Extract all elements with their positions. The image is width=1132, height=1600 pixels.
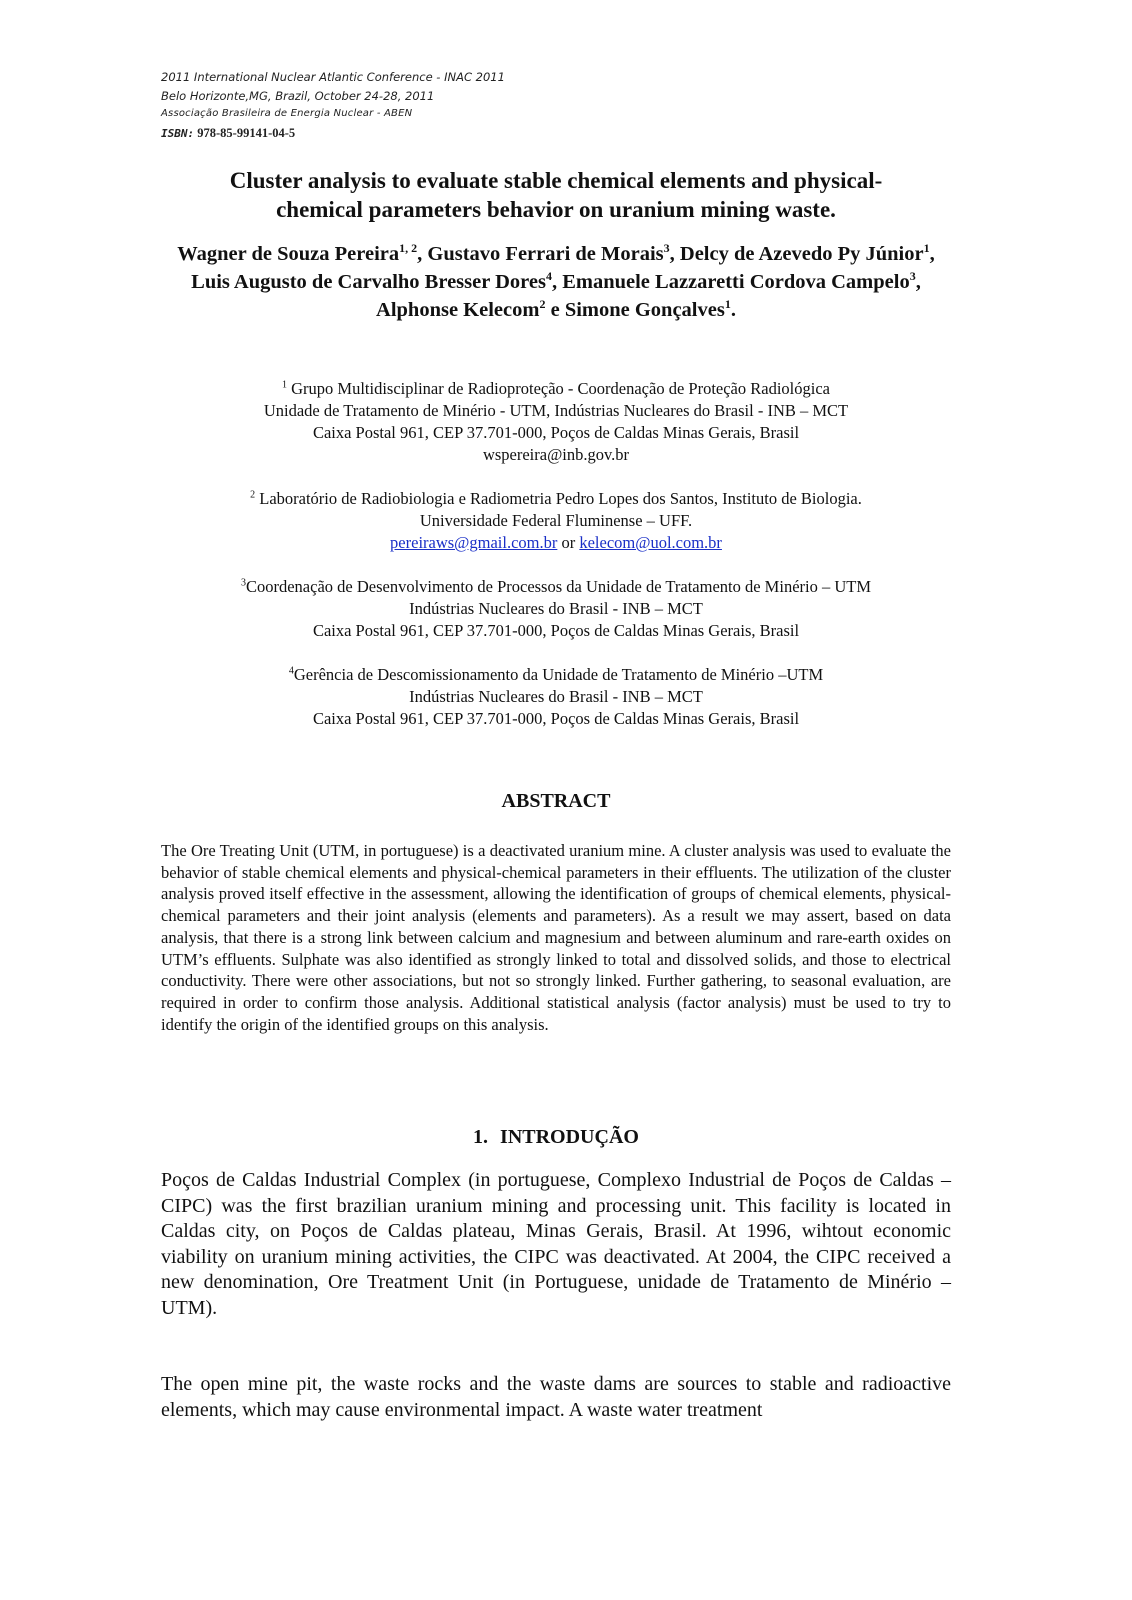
affiliation-line: Indústrias Nucleares do Brasil - INB – MCT xyxy=(409,687,703,706)
author-affiliation-mark: 3 xyxy=(663,241,670,256)
email-link[interactable]: kelecom@uol.com.br xyxy=(579,533,722,552)
intro-paragraph-2: The open mine pit, the waste rocks and the waste dams are sources to stable and radioactive elements, which may cause environmental impact. A waste water treatment xyxy=(161,1373,951,1421)
section-title: INTRODUÇÃO xyxy=(500,1126,639,1148)
conference-organizer: Associação Brasileira de Energia Nuclear - ABEN xyxy=(161,108,413,119)
conference-name: 2011 International Nuclear Atlantic Conference - INAC 2011 xyxy=(161,70,505,84)
isbn-value: 978-85-99141-04-5 xyxy=(197,125,296,140)
author-separator: , xyxy=(551,271,563,293)
affiliation-line: Caixa Postal 961, CEP 37.701-000, Poços de Caldas Minas Gerais, Brasil xyxy=(312,621,800,640)
affiliation-1 xyxy=(161,378,951,466)
author-separator: . xyxy=(730,299,736,321)
affiliation-line: Gerência de Descomissionamento da Unidade de Tratamento de Minério –UTM xyxy=(293,665,824,684)
or-text: or xyxy=(557,533,580,552)
affiliation-email: wspereira@inb.gov.br xyxy=(482,445,630,464)
author-affiliation-mark: 2 xyxy=(539,297,546,312)
author-name: Gustavo Ferrari de Morais xyxy=(427,243,664,265)
affiliation-number: 1 xyxy=(282,379,288,391)
author-separator: , xyxy=(669,243,680,265)
affiliation-line: Caixa Postal 961, CEP 37.701-000, Poços de Caldas Minas Gerais, Brasil xyxy=(312,423,800,442)
conference-location: Belo Horizonte,MG, Brazil, October 24-28, 2011 xyxy=(161,88,435,103)
author-separator: , xyxy=(417,243,428,265)
author-affiliation-mark: 3 xyxy=(909,269,916,284)
affiliation-2 xyxy=(161,488,951,554)
affiliation-number: 3 xyxy=(240,577,246,589)
section-heading xyxy=(161,1124,951,1150)
affiliation-line: Unidade de Tratamento de Minério - UTM, Indústrias Nucleares do Brasil - INB – MCT xyxy=(263,401,849,420)
affiliation-line: Caixa Postal 961, CEP 37.701-000, Poços de Caldas Minas Gerais, Brasil xyxy=(312,709,800,728)
affiliation-number: 4 xyxy=(288,665,294,677)
author-separator: , xyxy=(929,243,935,265)
author-name: Alphonse Kelecom xyxy=(376,299,540,321)
section-number: 1. xyxy=(473,1126,489,1148)
conference-header xyxy=(161,68,505,143)
author-affiliation-mark: 1 xyxy=(923,241,930,256)
author-separator: , xyxy=(915,271,921,293)
affiliation-line: Laboratório de Radiobiologia e Radiometria Pedro Lopes dos Santos, Instituto de Biologia. xyxy=(255,489,862,508)
author-affiliation-mark: 1 xyxy=(724,297,731,312)
author-affiliation-mark: 1, 2 xyxy=(399,241,418,256)
affiliations xyxy=(161,378,951,730)
author-name: Wagner de Souza Pereira xyxy=(177,243,400,265)
affiliation-4 xyxy=(161,664,951,730)
affiliation-3 xyxy=(161,576,951,642)
isbn-label: ISBN: xyxy=(161,126,195,140)
email-link[interactable]: pereiraws@gmail.com.br xyxy=(390,533,558,552)
affiliation-line: Indústrias Nucleares do Brasil - INB – MCT xyxy=(409,599,703,618)
author-name: Delcy de Azevedo Py Júnior xyxy=(679,243,924,265)
intro-paragraph-1: Poços de Caldas Industrial Complex (in portuguese, Complexo Industrial de Poços de Caldas – CIPC) was the first brazilian uranium mining and processing unit. This facility is located in Caldas city, on Poços de Caldas plateau, Minas Gerais, Brasil. At 1996, wihtout economic viability on uranium mining activities, the CIPC was deactivated. At 2004, the CIPC received a new denomination, Ore Treatment Unit (in Portuguese, unidade de Tratamento de Minério – UTM). xyxy=(161,1169,951,1319)
title-line-1: Cluster analysis to evaluate stable chemical elements and physical- xyxy=(229,168,883,193)
author-name: Simone Gonçalves xyxy=(564,299,725,321)
affiliation-line: Coordenação de Desenvolvimento de Processos da Unidade de Tratamento de Minério – UTM xyxy=(245,577,872,596)
abstract-heading: ABSTRACT xyxy=(501,790,611,812)
author-name: Emanuele Lazzaretti Cordova Campelo xyxy=(562,271,910,293)
title-line-2: chemical parameters behavior on uranium mining waste. xyxy=(276,197,836,222)
affiliation-line: Grupo Multidisciplinar de Radioproteção - Coordenação de Proteção Radiológica xyxy=(287,379,830,398)
author-affiliation-mark: 4 xyxy=(545,269,552,284)
paper-title xyxy=(161,166,951,224)
affiliation-line: Universidade Federal Fluminense – UFF. xyxy=(419,511,693,530)
isbn-line xyxy=(161,124,505,144)
author-name: Luis Augusto de Carvalho Bresser Dores xyxy=(191,271,546,293)
author-list xyxy=(161,240,951,324)
affiliation-number: 2 xyxy=(250,489,256,501)
author-separator: e xyxy=(545,299,565,321)
abstract-text: The Ore Treating Unit (UTM, in portuguese) is a deactivated uranium mine. A cluster analysis was used to evaluate the behavior of stable chemical elements and physical-chemical parameters in their effluents. The utilization of the cluster analysis proved itself effective in the assessment, allowing the identification of groups of chemical elements, physical-chemical parameters and their joint analysis (elements and parameters). As a result we may assert, based on data analysis, that there is a strong link between calcium and magnesium and between aluminum and rare-earth oxides on UTM’s effluents. Sulphate was also identified as strongly linked to total and dissolved solids, and those to electrical conductivity. There were other associations, but not so strongly linked. Further gathering, to seasonal evaluation, are required in order to confirm those analysis. Additional statistical analysis (factor analysis) must be used to try to identify the origin of the identified groups on this analysis. xyxy=(161,841,951,1034)
